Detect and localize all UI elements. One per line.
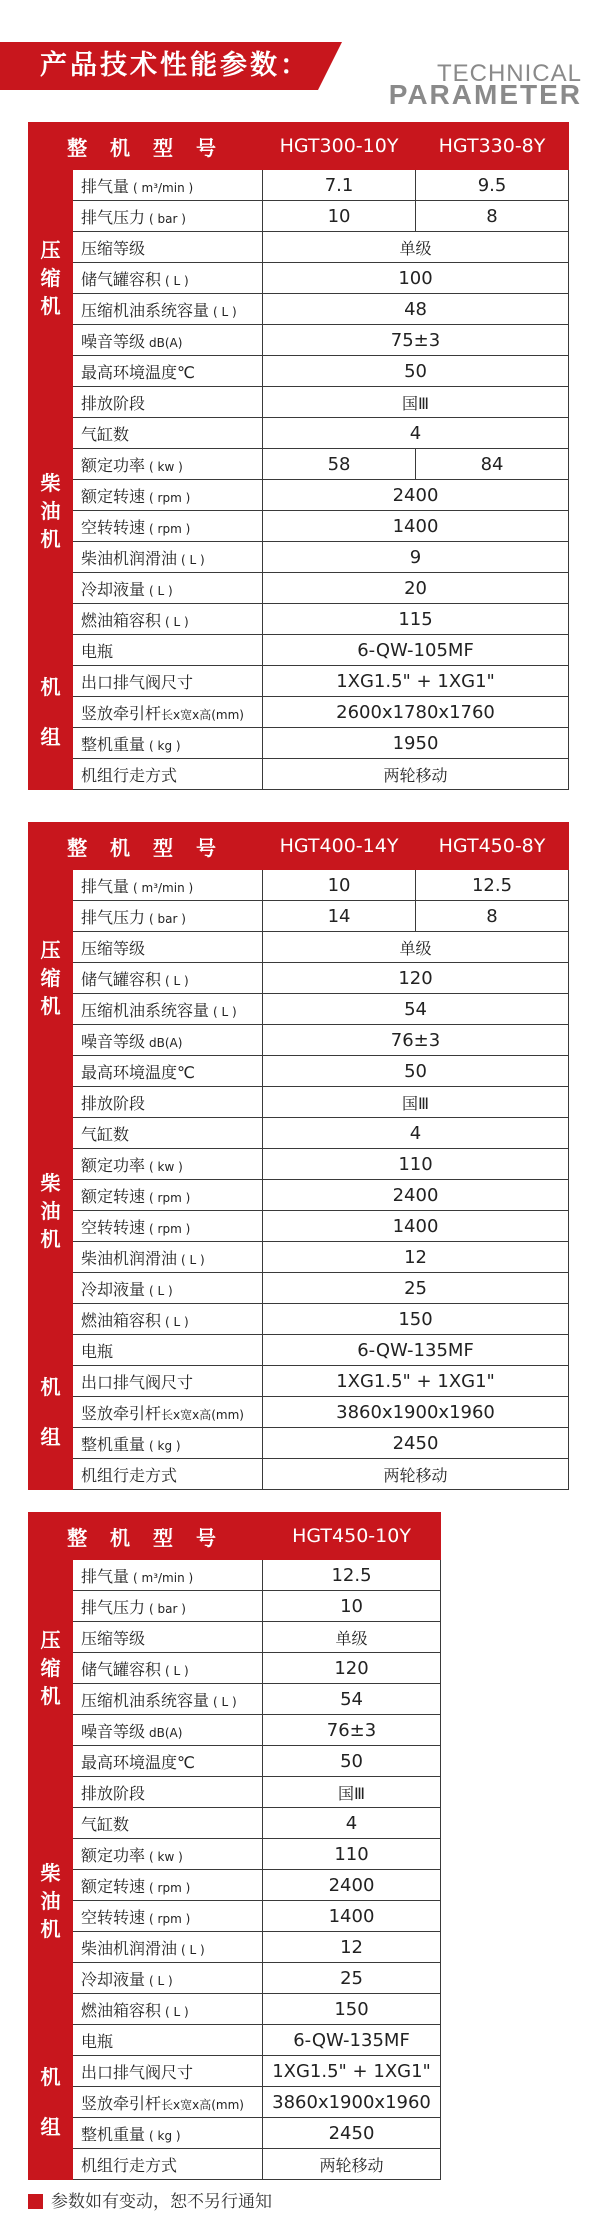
category-unit: 机 组 xyxy=(29,1335,73,1490)
cell-value: 3860x1900x1960 xyxy=(263,2087,441,2118)
table-row xyxy=(29,1056,569,1087)
row-label: 额定功率 ( kw ) xyxy=(73,1839,263,1870)
table-row xyxy=(29,449,569,480)
row-label: 空转转速 ( rpm ) xyxy=(73,1901,263,1932)
table-row xyxy=(29,542,569,573)
category-diesel: 柴 油 机 xyxy=(29,1777,73,2025)
cell-value: 75±3 xyxy=(263,325,569,356)
cell-value: 1400 xyxy=(263,1901,441,1932)
cell-value: 两轮移动 xyxy=(263,759,569,790)
row-label: 出口排气阀尺寸 xyxy=(73,1366,263,1397)
cell-value: 25 xyxy=(263,1273,569,1304)
row-label: 机组行走方式 xyxy=(73,759,263,790)
red-square-icon xyxy=(28,2194,43,2209)
row-label: 排气压力 ( bar ) xyxy=(73,901,263,932)
row-label: 冷却液量 ( L ) xyxy=(73,1963,263,1994)
cell-value: 84 xyxy=(416,449,569,480)
table-row xyxy=(29,1870,441,1901)
cell-value: 10 xyxy=(263,870,416,901)
table-row xyxy=(29,418,569,449)
row-label: 燃油箱容积 ( L ) xyxy=(73,604,263,635)
row-label: 整机重量 ( kg ) xyxy=(73,2118,263,2149)
row-label: 柴油机润滑油 ( L ) xyxy=(73,1242,263,1273)
table-row xyxy=(29,635,569,666)
row-label: 额定转速 ( rpm ) xyxy=(73,1180,263,1211)
row-label: 最高环境温度℃ xyxy=(73,1746,263,1777)
cell-value: 2400 xyxy=(263,1180,569,1211)
model-name: HGT450-10Y xyxy=(263,1513,441,1560)
table-row xyxy=(29,1932,441,1963)
table-row xyxy=(29,2087,441,2118)
row-label: 竖放牵引杆长x宽x高(mm) xyxy=(73,697,263,728)
row-label: 竖放牵引杆长x宽x高(mm) xyxy=(73,2087,263,2118)
table-row xyxy=(29,1560,441,1591)
row-label: 排气压力 ( bar ) xyxy=(73,1591,263,1622)
model-name: HGT400-14Y xyxy=(263,823,416,870)
table-header-row xyxy=(29,823,569,870)
row-label: 机组行走方式 xyxy=(73,2149,263,2180)
table-row xyxy=(29,901,569,932)
cell-value: 2400 xyxy=(263,480,569,511)
table-row xyxy=(29,1335,569,1366)
table-row xyxy=(29,1397,569,1428)
table-row xyxy=(29,1242,569,1273)
cell-value: 单级 xyxy=(263,232,569,263)
row-label: 排气压力 ( bar ) xyxy=(73,201,263,232)
row-label: 噪音等级 dB(A) xyxy=(73,325,263,356)
table-row xyxy=(29,1149,569,1180)
cell-value: 25 xyxy=(263,1963,441,1994)
cell-value: 6-QW-105MF xyxy=(263,635,569,666)
table-row xyxy=(29,1839,441,1870)
row-label: 整机重量 ( kg ) xyxy=(73,1428,263,1459)
cell-value: 48 xyxy=(263,294,569,325)
row-label: 排气量 ( m³/min ) xyxy=(73,1560,263,1591)
category-compressor: 压 缩 机 xyxy=(29,870,73,1087)
table-row xyxy=(29,232,569,263)
table-row xyxy=(29,1025,569,1056)
category-unit: 机 组 xyxy=(29,2025,73,2180)
cell-value: 8 xyxy=(416,901,569,932)
cell-value: 14 xyxy=(263,901,416,932)
footnote-text: 参数如有变动，恕不另行通知 xyxy=(51,2192,272,2212)
row-label: 储气罐容积 ( L ) xyxy=(73,963,263,994)
table-row xyxy=(29,1273,569,1304)
row-label: 额定转速 ( rpm ) xyxy=(73,1870,263,1901)
table-row xyxy=(29,759,569,790)
row-label: 气缸数 xyxy=(73,1808,263,1839)
header-english-line1: TECHNICAL xyxy=(436,60,582,87)
table-row xyxy=(29,1963,441,1994)
row-label: 冷却液量 ( L ) xyxy=(73,573,263,604)
row-label: 压缩等级 xyxy=(73,232,263,263)
cell-value: 1950 xyxy=(263,728,569,759)
row-label: 出口排气阀尺寸 xyxy=(73,666,263,697)
cell-value: 2450 xyxy=(263,1428,569,1459)
footnote xyxy=(28,2190,272,2214)
row-label: 储气罐容积 ( L ) xyxy=(73,1653,263,1684)
category-diesel: 柴 油 机 xyxy=(29,1087,73,1335)
cell-value: 76±3 xyxy=(263,1715,441,1746)
cell-value: 50 xyxy=(263,356,569,387)
table-row xyxy=(29,1087,569,1118)
cell-value: 12.5 xyxy=(416,870,569,901)
table-row xyxy=(29,2025,441,2056)
cell-value: 50 xyxy=(263,1746,441,1777)
cell-value: 10 xyxy=(263,1591,441,1622)
header-title-bar xyxy=(0,42,318,90)
row-label: 排放阶段 xyxy=(73,387,263,418)
table-row xyxy=(29,387,569,418)
row-label: 柴油机润滑油 ( L ) xyxy=(73,1932,263,1963)
row-label: 最高环境温度℃ xyxy=(73,1056,263,1087)
cell-value: 100 xyxy=(263,263,569,294)
row-label: 冷却液量 ( L ) xyxy=(73,1273,263,1304)
table-row xyxy=(29,1118,569,1149)
row-label: 噪音等级 dB(A) xyxy=(73,1025,263,1056)
cell-value: 110 xyxy=(263,1149,569,1180)
cell-value: 国Ⅲ xyxy=(263,387,569,418)
row-label: 压缩等级 xyxy=(73,932,263,963)
table-row xyxy=(29,1211,569,1242)
row-label: 额定功率 ( kw ) xyxy=(73,1149,263,1180)
category-diesel: 柴 油 机 xyxy=(29,387,73,635)
row-label: 燃油箱容积 ( L ) xyxy=(73,1994,263,2025)
table-row xyxy=(29,2118,441,2149)
cell-value: 20 xyxy=(263,573,569,604)
cell-value: 9.5 xyxy=(416,170,569,201)
row-label: 机组行走方式 xyxy=(73,1459,263,1490)
table-row xyxy=(29,1808,441,1839)
row-label: 额定功率 ( kw ) xyxy=(73,449,263,480)
row-label: 排放阶段 xyxy=(73,1777,263,1808)
cell-value: 150 xyxy=(263,1994,441,2025)
table-header-row xyxy=(29,123,569,170)
spec-table-1 xyxy=(28,122,569,790)
table-row xyxy=(29,1653,441,1684)
table-row xyxy=(29,511,569,542)
category-compressor: 压 缩 机 xyxy=(29,1560,73,1777)
category-unit: 机 组 xyxy=(29,635,73,790)
header-english-line2: PARAMETER xyxy=(388,79,582,110)
cell-value: 12 xyxy=(263,1242,569,1273)
table-row xyxy=(29,870,569,901)
row-label: 压缩机油系统容量 ( L ) xyxy=(73,1684,263,1715)
page-title: 产品技术性能参数： xyxy=(40,50,310,81)
cell-value: 12 xyxy=(263,1932,441,1963)
cell-value: 4 xyxy=(263,418,569,449)
cell-value: 6-QW-135MF xyxy=(263,2025,441,2056)
cell-value: 3860x1900x1960 xyxy=(263,1397,569,1428)
table-row xyxy=(29,2056,441,2087)
table-row xyxy=(29,697,569,728)
row-label: 空转转速 ( rpm ) xyxy=(73,511,263,542)
table-row xyxy=(29,1366,569,1397)
table-row xyxy=(29,1304,569,1335)
model-label: 整 机 型 号 xyxy=(29,123,263,170)
model-label: 整 机 型 号 xyxy=(29,1513,263,1560)
cell-value: 6-QW-135MF xyxy=(263,1335,569,1366)
cell-value: 两轮移动 xyxy=(263,1459,569,1490)
cell-value: 1XG1.5" + 1XG1" xyxy=(263,1366,569,1397)
cell-value: 150 xyxy=(263,1304,569,1335)
table-row xyxy=(29,325,569,356)
cell-value: 54 xyxy=(263,1684,441,1715)
cell-value: 2450 xyxy=(263,2118,441,2149)
table-row xyxy=(29,1622,441,1653)
cell-value: 120 xyxy=(263,1653,441,1684)
cell-value: 国Ⅲ xyxy=(263,1777,441,1808)
cell-value: 4 xyxy=(263,1808,441,1839)
table-row xyxy=(29,604,569,635)
table-row xyxy=(29,1684,441,1715)
cell-value: 115 xyxy=(263,604,569,635)
row-label: 空转转速 ( rpm ) xyxy=(73,1211,263,1242)
row-label: 整机重量 ( kg ) xyxy=(73,728,263,759)
table-row xyxy=(29,480,569,511)
cell-value: 2400 xyxy=(263,1870,441,1901)
cell-value: 单级 xyxy=(263,932,569,963)
cell-value: 12.5 xyxy=(263,1560,441,1591)
table-row xyxy=(29,932,569,963)
table-row xyxy=(29,294,569,325)
table-row xyxy=(29,170,569,201)
table-row xyxy=(29,963,569,994)
row-label: 压缩机油系统容量 ( L ) xyxy=(73,294,263,325)
row-label: 压缩机油系统容量 ( L ) xyxy=(73,994,263,1025)
table-row xyxy=(29,666,569,697)
cell-value: 1400 xyxy=(263,511,569,542)
row-label: 竖放牵引杆长x宽x高(mm) xyxy=(73,1397,263,1428)
cell-value: 9 xyxy=(263,542,569,573)
row-label: 排气量 ( m³/min ) xyxy=(73,870,263,901)
row-label: 气缸数 xyxy=(73,1118,263,1149)
cell-value: 4 xyxy=(263,1118,569,1149)
row-label: 电瓶 xyxy=(73,1335,263,1366)
cell-value: 8 xyxy=(416,201,569,232)
cell-value: 1400 xyxy=(263,1211,569,1242)
row-label: 燃油箱容积 ( L ) xyxy=(73,1304,263,1335)
row-label: 电瓶 xyxy=(73,2025,263,2056)
spec-table-2 xyxy=(28,822,569,1490)
model-label: 整 机 型 号 xyxy=(29,823,263,870)
row-label: 气缸数 xyxy=(73,418,263,449)
table-row xyxy=(29,1901,441,1932)
cell-value: 1XG1.5" + 1XG1" xyxy=(263,2056,441,2087)
cell-value: 76±3 xyxy=(263,1025,569,1056)
table-row xyxy=(29,1459,569,1490)
row-label: 出口排气阀尺寸 xyxy=(73,2056,263,2087)
table-row xyxy=(29,1746,441,1777)
table-row xyxy=(29,1180,569,1211)
model-name: HGT330-8Y xyxy=(416,123,569,170)
cell-value: 50 xyxy=(263,1056,569,1087)
cell-value: 1XG1.5" + 1XG1" xyxy=(263,666,569,697)
cell-value: 54 xyxy=(263,994,569,1025)
table-row xyxy=(29,1715,441,1746)
cell-value: 120 xyxy=(263,963,569,994)
table-row xyxy=(29,573,569,604)
spec-table-3 xyxy=(28,1512,441,2180)
category-compressor: 压 缩 机 xyxy=(29,170,73,387)
table-row xyxy=(29,201,569,232)
cell-value: 2600x1780x1760 xyxy=(263,697,569,728)
cell-value: 10 xyxy=(263,201,416,232)
table-row xyxy=(29,994,569,1025)
table-row xyxy=(29,1994,441,2025)
row-label: 储气罐容积 ( L ) xyxy=(73,263,263,294)
table-row xyxy=(29,1777,441,1808)
row-label: 排气量 ( m³/min ) xyxy=(73,170,263,201)
table-row xyxy=(29,2149,441,2180)
table-row xyxy=(29,1591,441,1622)
cell-value: 7.1 xyxy=(263,170,416,201)
model-name: HGT450-8Y xyxy=(416,823,569,870)
model-name: HGT300-10Y xyxy=(263,123,416,170)
row-label: 压缩等级 xyxy=(73,1622,263,1653)
row-label: 柴油机润滑油 ( L ) xyxy=(73,542,263,573)
cell-value: 国Ⅲ xyxy=(263,1087,569,1118)
row-label: 电瓶 xyxy=(73,635,263,666)
table-row xyxy=(29,728,569,759)
row-label: 噪音等级 dB(A) xyxy=(73,1715,263,1746)
table-row xyxy=(29,263,569,294)
cell-value: 两轮移动 xyxy=(263,2149,441,2180)
row-label: 最高环境温度℃ xyxy=(73,356,263,387)
cell-value: 单级 xyxy=(263,1622,441,1653)
table-header-row xyxy=(29,1513,441,1560)
row-label: 排放阶段 xyxy=(73,1087,263,1118)
cell-value: 110 xyxy=(263,1839,441,1870)
table-row xyxy=(29,356,569,387)
cell-value: 58 xyxy=(263,449,416,480)
table-row xyxy=(29,1428,569,1459)
row-label: 额定转速 ( rpm ) xyxy=(73,480,263,511)
